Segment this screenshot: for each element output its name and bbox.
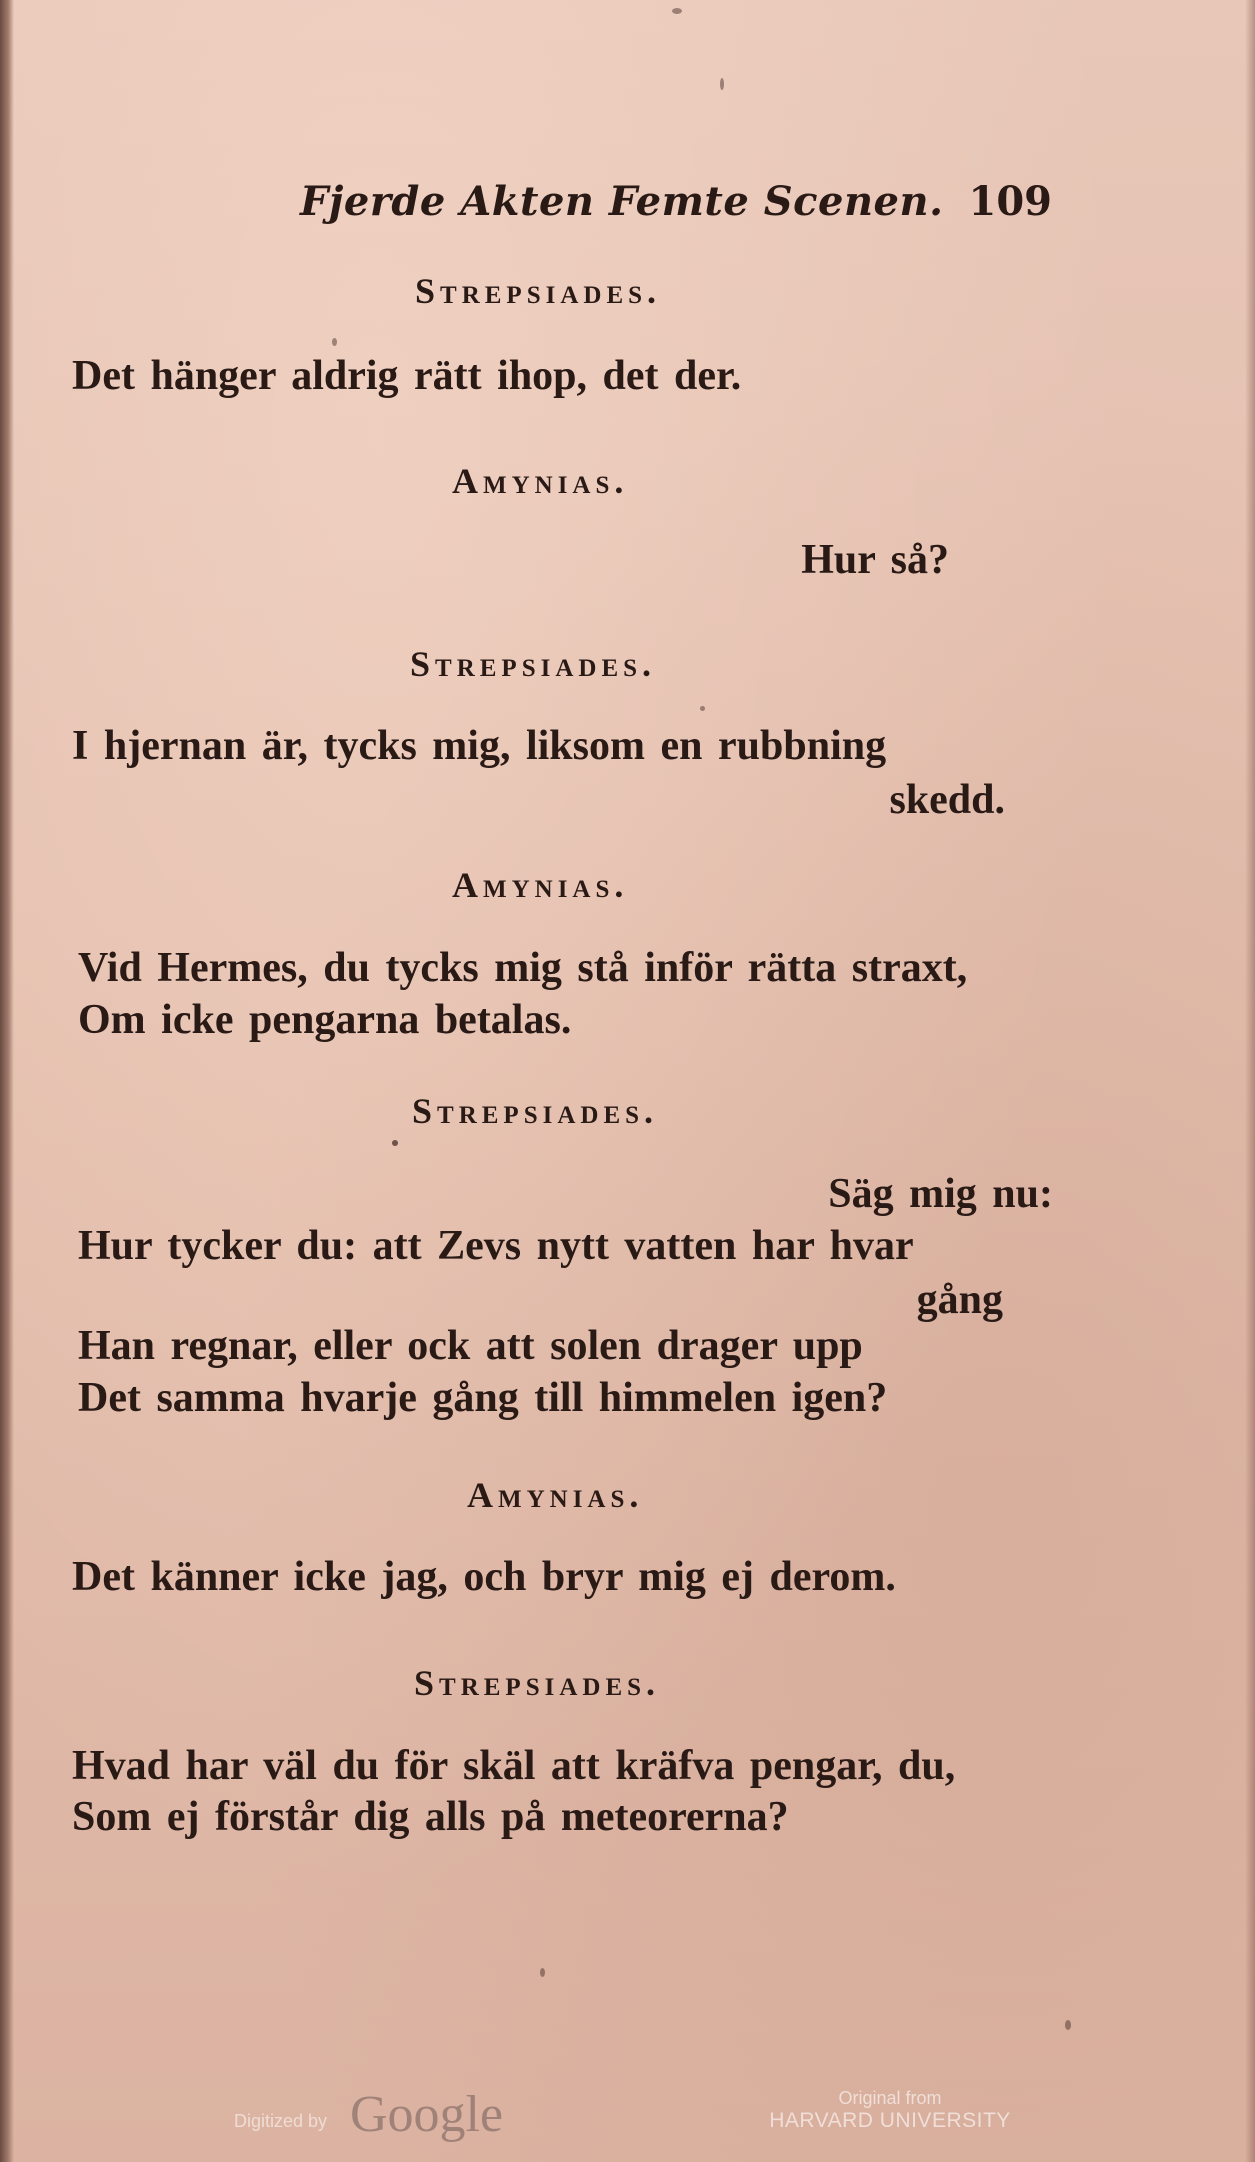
verse-line: I hjernan är, tycks mig, liksom en rubbning (72, 723, 887, 769)
harvard-university-text: HARVARD UNIVERSITY (769, 2109, 1011, 2132)
page-number: 109 (968, 178, 1052, 225)
paper-speck (332, 338, 337, 346)
paper-speck (700, 706, 705, 711)
running-head: Fjerde Akten Femte Scenen. (300, 178, 944, 225)
verse-line: Om icke pengarna betalas. (78, 997, 572, 1043)
paper-speck (720, 78, 724, 90)
paper-speck (392, 1140, 398, 1146)
speaker-name: Strepsiades. (410, 644, 657, 684)
page-edge-shadow (1245, 0, 1255, 2162)
verse-line: Som ej förstår dig alls på meteorerna? (72, 1794, 789, 1840)
original-from-text: Original from (838, 2088, 942, 2108)
speaker-name: Strepsiades. (415, 271, 662, 311)
paper-speck (672, 8, 682, 14)
speaker-name: Amynias. (467, 1475, 644, 1515)
google-logo: Google (350, 2086, 504, 2143)
speaker-name: Strepsiades. (412, 1091, 659, 1131)
speaker-name: Amynias. (452, 461, 629, 501)
page-header (300, 178, 1060, 234)
verse-line: Säg mig nu: (828, 1171, 1053, 1217)
verse-line: Hur tycker du: att Zevs nytt vatten har hvar (78, 1223, 914, 1269)
speaker-name: Strepsiades. (414, 1663, 661, 1703)
page-spine-shadow (0, 0, 14, 2162)
google-watermark (234, 2085, 534, 2145)
verse-line: Det känner icke jag, och bryr mig ej derom. (72, 1554, 896, 1600)
verse-line: Vid Hermes, du tycks mig stå inför rätta straxt, (78, 945, 968, 991)
verse-line: skedd. (889, 777, 1005, 823)
verse-line: Hur så? (801, 537, 949, 583)
verse-line: gång (916, 1277, 1003, 1323)
verse-line: Det samma hvarje gång till himmelen igen? (78, 1375, 888, 1421)
speaker-name: Amynias. (452, 865, 629, 905)
harvard-watermark (760, 2088, 1020, 2133)
digitized-by-text: Digitized by (234, 2111, 328, 2131)
verse-line: Han regnar, eller ock att solen drager upp (78, 1323, 863, 1369)
paper-speck (1065, 2020, 1071, 2030)
paper-speck (540, 1968, 545, 1977)
verse-line: Det hänger aldrig rätt ihop, det der. (72, 353, 742, 399)
verse-line: Hvad har väl du för skäl att kräfva pengar, du, (72, 1743, 956, 1789)
